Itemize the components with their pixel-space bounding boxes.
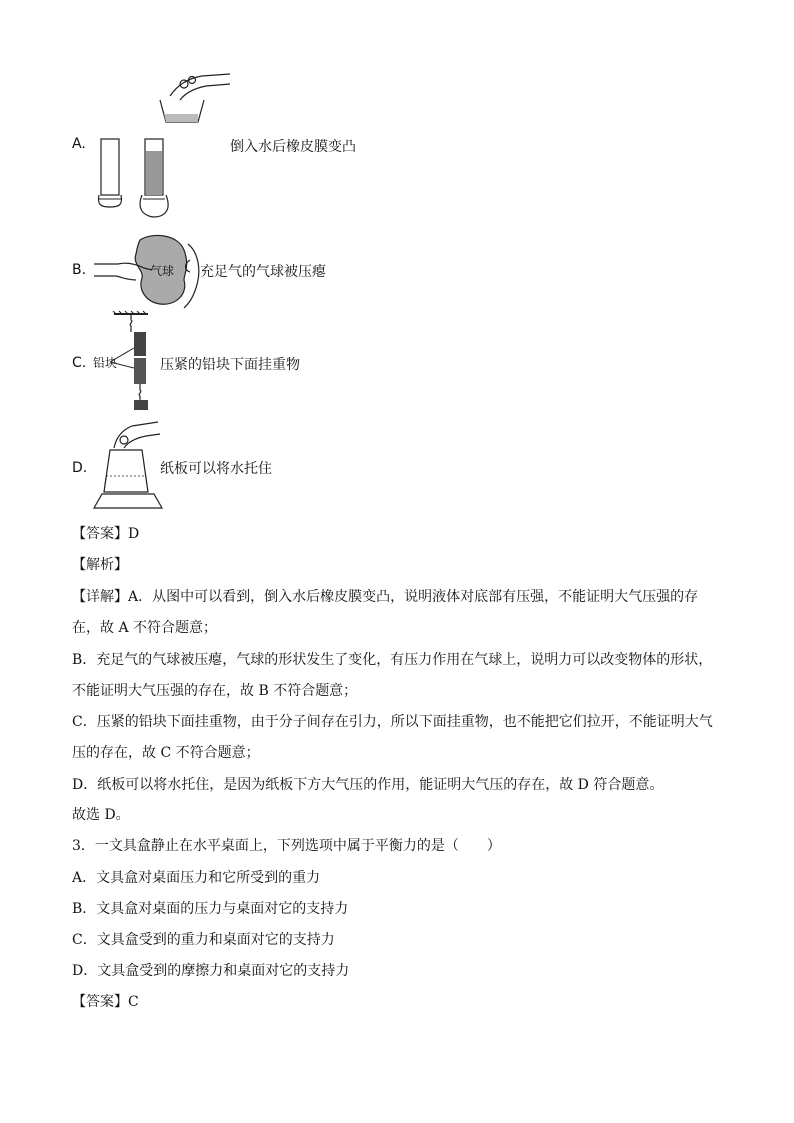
- figure-a-tubes: [95, 135, 175, 220]
- detail-line-8: 故选 D。: [72, 807, 130, 823]
- question-3-option-c: C．文具盒受到的重力和桌面对它的支持力: [72, 932, 335, 948]
- option-c-letter: C.: [72, 355, 87, 371]
- detail-line-4: 不能证明大气压强的存在，故 B 不符合题意；: [72, 683, 358, 699]
- question-3-option-d: D．文具盒受到的摩擦力和桌面对它的支持力: [72, 963, 350, 979]
- question-3-option-b: B．文具盒对桌面的压力与桌面对它的支持力: [72, 901, 349, 917]
- answer-value: D: [128, 526, 140, 542]
- answer-value: C: [128, 994, 139, 1010]
- detail-line-5: C．压紧的铅块下面挂重物，由于分子间存在引力，所以下面挂重物，也不能把它们拉开，不能证明大气: [72, 714, 713, 730]
- option-b-letter: B.: [72, 262, 87, 278]
- figure-d-inverted-cup: [92, 420, 167, 512]
- analysis-tag: 【解析】: [72, 557, 128, 573]
- option-d-letter: D.: [72, 460, 88, 476]
- detail-line-2: 在，故 A 不符合题意；: [72, 620, 218, 636]
- detail-line-3: B．充足气的气球被压瘪，气球的形状发生了变化，有压力作用在气球上，说明力可以改变物体的形状，: [72, 652, 713, 668]
- option-a-letter: A.: [72, 136, 86, 152]
- balloon-label: 气球: [150, 264, 175, 278]
- option-c-caption: 压紧的铅块下面挂重物: [160, 357, 300, 373]
- figure-a-beaker-pouring: [150, 70, 240, 130]
- question-3-option-a: A．文具盒对桌面压力和它所受到的重力: [72, 870, 321, 886]
- option-d-caption: 纸板可以将水托住: [160, 461, 272, 477]
- answer-tag: 【答案】: [72, 526, 128, 542]
- lead-block-label: 铅块: [93, 356, 118, 370]
- question-3-stem: 3．一文具盒静止在水平桌面上，下列选项中属于平衡力的是（ ）: [72, 838, 501, 854]
- detail-line-1: 【详解】A．从图中可以看到，倒入水后橡皮膜变凸，说明液体对底部有压强，不能证明大气压强的存: [72, 589, 699, 605]
- detail-line-6: 压的存在，故 C 不符合题意；: [72, 745, 260, 761]
- detail-line-7: D．纸板可以将水托住，是因为纸板下方大气压的作用，能证明大气压的存在，故 D 符合题意。: [72, 777, 664, 793]
- option-b-caption: 充足气的气球被压瘪: [200, 264, 326, 280]
- option-a-caption: 倒入水后橡皮膜变凸: [230, 139, 356, 155]
- answer-line-1: [72, 524, 139, 544]
- answer-tag: 【答案】: [72, 994, 128, 1010]
- answer-line-2: [72, 992, 139, 1012]
